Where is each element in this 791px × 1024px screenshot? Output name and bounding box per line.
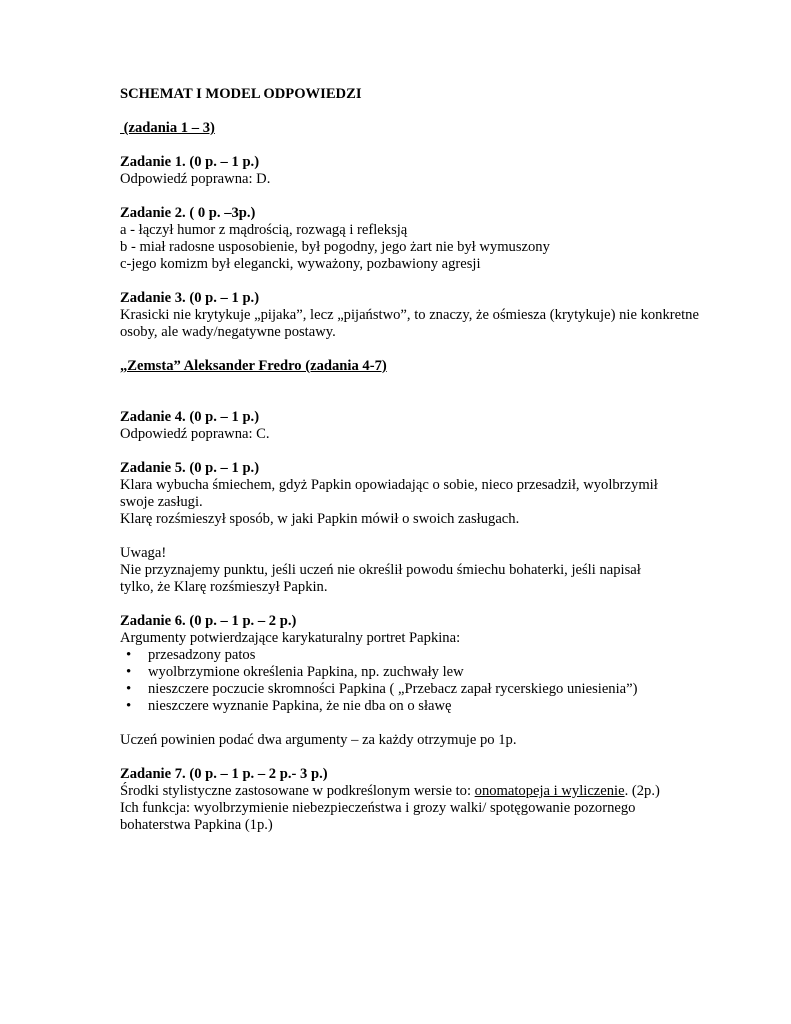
task-3-heading: Zadanie 3. (0 p. – 1 p.) — [120, 290, 260, 306]
task-4 — [120, 409, 720, 443]
task-2-line-b: b - miał radosne usposobienie, był pogodny, jego żart nie był wymuszony — [120, 239, 550, 255]
task-6-outro: Uczeń powinien podać dwa argumenty – za każdy otrzymuje po 1p. — [120, 732, 517, 748]
task-7-line-1-suffix: . (2p.) — [624, 783, 660, 799]
task-7-line-1-prefix: Środki stylistyczne zastosowane w podkreślonym wersie to: — [120, 783, 475, 799]
task-5-line-3: Klarę rozśmieszył sposób, w jaki Papkin mówił o swoich zasługach. — [120, 511, 520, 527]
list-item: • nieszczere wyznanie Papkina, że nie dba on o sławę — [120, 698, 720, 715]
task-7-heading: Zadanie 7. (0 p. – 1 p. – 2 p.- 3 p.) — [120, 766, 328, 782]
task-7-line-1 — [120, 783, 720, 800]
document-subtitle: (zadania 1 – 3) — [120, 120, 215, 136]
task-5 — [120, 460, 720, 596]
task-7 — [120, 766, 720, 834]
task-5-line-2: swoje zasługi. — [120, 494, 203, 510]
document-page — [120, 86, 720, 834]
task-1-heading: Zadanie 1. (0 p. – 1 p.) — [120, 154, 260, 170]
task-4-answer: Odpowiedź poprawna: C. — [120, 426, 270, 442]
task-2-heading: Zadanie 2. ( 0 p. –3p.) — [120, 205, 256, 221]
task-5-note-title: Uwaga! — [120, 545, 167, 561]
task-3 — [120, 290, 720, 341]
task-7-line-3: bohaterstwa Papkina (1p.) — [120, 817, 273, 833]
task-4-heading: Zadanie 4. (0 p. – 1 p.) — [120, 409, 260, 425]
document-title: SCHEMAT I MODEL ODPOWIEDZI — [120, 86, 362, 102]
task-1 — [120, 154, 720, 188]
section-2-heading: „Zemsta” Aleksander Fredro (zadania 4-7) — [120, 358, 387, 374]
list-item: • nieszczere poczucie skromności Papkina ( „Przebacz zapał rycerskiego uniesienia”) — [120, 681, 720, 698]
task-5-note-line-1: Nie przyznajemy punktu, jeśli uczeń nie określił powodu śmiechu bohaterki, jeśli napisał — [120, 562, 641, 578]
task-5-line-1: Klara wybucha śmiechem, gdyż Papkin opowiadając o sobie, nieco przesadził, wyolbrzymił — [120, 477, 658, 493]
task-7-underlined-answer: onomatopeja i wyliczenie — [474, 783, 625, 799]
task-6 — [120, 613, 720, 749]
task-2 — [120, 205, 720, 273]
task-5-heading: Zadanie 5. (0 p. – 1 p.) — [120, 460, 260, 476]
task-1-answer: Odpowiedź poprawna: D. — [120, 171, 271, 187]
task-3-line-2: osoby, ale wady/negatywne postawy. — [120, 324, 336, 340]
task-6-argument-list — [120, 647, 720, 715]
task-3-line-1: Krasicki nie krytykuje „pijaka”, lecz „pijaństwo”, to znaczy, że ośmiesza (krytykuje) nie konkretne — [120, 307, 699, 323]
list-item: • wyolbrzymione określenia Papkina, np. zuchwały lew — [120, 664, 720, 681]
list-item: • przesadzony patos — [120, 647, 720, 664]
task-6-intro: Argumenty potwierdzające karykaturalny portret Papkina: — [120, 630, 461, 646]
task-2-line-c: c-jego komizm był elegancki, wyważony, pozbawiony agresji — [120, 256, 481, 272]
task-6-heading: Zadanie 6. (0 p. – 1 p. – 2 p.) — [120, 613, 297, 629]
task-2-line-a: a - łączył humor z mądrością, rozwagą i refleksją — [120, 222, 408, 238]
task-7-line-2: Ich funkcja: wyolbrzymienie niebezpieczeństwa i grozy walki/ spotęgowanie pozornego — [120, 800, 636, 816]
task-5-note-line-2: tylko, że Klarę rozśmieszył Papkin. — [120, 579, 328, 595]
